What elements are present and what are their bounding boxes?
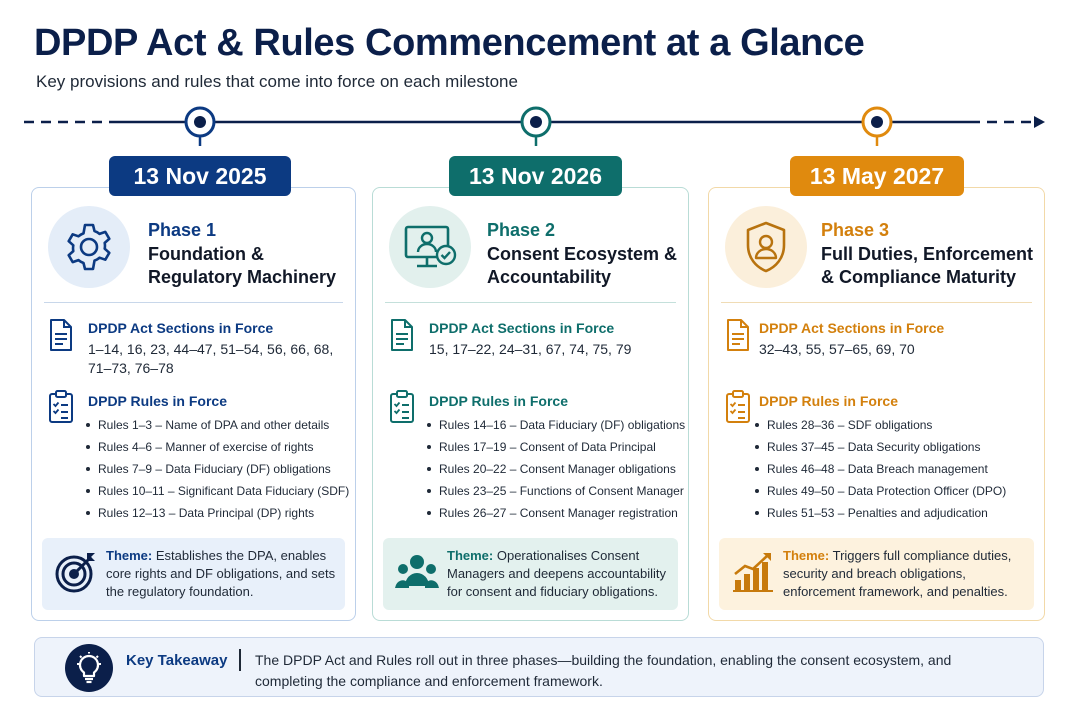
key-takeaway-box: [34, 637, 1044, 697]
sections-list: 15, 17–22, 24–31, 67, 74, 75, 79: [429, 341, 632, 357]
phase-icon-circle: [389, 206, 471, 288]
theme-box: [42, 538, 345, 610]
sections-title: DPDP Act Sections in Force: [429, 320, 615, 336]
milestone-marker-3: [863, 108, 891, 146]
rules-title: DPDP Rules in Force: [88, 393, 228, 409]
theme-description: Operationalises Consent Managers and deepens accountability for consent and fiduciary obligations.: [447, 548, 666, 599]
phase-card-1: [31, 187, 356, 621]
shield-user-icon: [741, 219, 791, 275]
list-item: Rules 26–27 – Consent Manager registration: [425, 504, 685, 526]
list-item: Rules 51–53 – Penalties and adjudication: [753, 504, 1006, 526]
theme-key: Theme:: [447, 548, 494, 563]
phase-icon-circle: [48, 206, 130, 288]
page-subtitle: Key provisions and rules that come into force on each milestone: [36, 72, 518, 91]
theme-box: [719, 538, 1034, 610]
document-icon: [725, 318, 751, 352]
list-item: Rules 46–48 – Data Breach management: [753, 460, 1006, 482]
theme-key: Theme:: [783, 548, 830, 563]
theme-text: [106, 547, 337, 601]
checklist-icon: [48, 390, 74, 424]
theme-description: Establishes the DPA, enables core rights and DF obligations, and sets the regulatory foundation.: [106, 548, 336, 599]
list-item: Rules 23–25 – Functions of Consent Manager: [425, 482, 685, 504]
checklist-icon: [389, 390, 415, 424]
phase-label: Phase 2: [487, 220, 556, 240]
phase-card-3: [708, 187, 1045, 621]
rules-title: DPDP Rules in Force: [429, 393, 569, 409]
timeline-arrow-icon: [1034, 116, 1045, 128]
list-item: Rules 28–36 – SDF obligations: [753, 416, 1006, 438]
phase-card-2: [372, 187, 689, 621]
list-item: Rules 37–45 – Data Security obligations: [753, 438, 1006, 460]
group-icon: [395, 550, 439, 594]
list-item: Rules 17–19 – Consent of Data Principal: [425, 438, 685, 460]
document-icon: [389, 318, 415, 352]
date-badge-phase-3: 13 May 2027: [790, 156, 964, 196]
list-item: Rules 14–16 – Data Fiduciary (DF) obligations: [425, 416, 685, 438]
list-item: Rules 49–50 – Data Protection Officer (DPO): [753, 482, 1006, 504]
rules-list: [84, 416, 349, 526]
takeaway-separator: [239, 649, 241, 671]
document-icon: [48, 318, 74, 352]
target-icon: [54, 550, 98, 594]
sections-list: 32–43, 55, 57–65, 69, 70: [759, 341, 915, 357]
list-item: Rules 12–13 – Data Principal (DP) rights: [84, 504, 349, 526]
rules-list: [425, 416, 685, 526]
theme-box: [383, 538, 678, 610]
date-badge-phase-1: 13 Nov 2025: [109, 156, 291, 196]
sections-title: DPDP Act Sections in Force: [759, 320, 945, 336]
date-badge-phase-2: 13 Nov 2026: [449, 156, 622, 196]
list-item: Rules 20–22 – Consent Manager obligations: [425, 460, 685, 482]
milestone-marker-2: [522, 108, 550, 146]
theme-key: Theme:: [106, 548, 153, 563]
divider: [44, 302, 343, 303]
phase-name: Full Duties, Enforcement & Compliance Maturity: [821, 244, 1034, 287]
theme-description: Triggers full compliance duties, security and breach obligations, enforcement framework, and penalties.: [783, 548, 1012, 599]
list-item: Rules 7–9 – Data Fiduciary (DF) obligations: [84, 460, 349, 482]
phase-name: Foundation & Regulatory Machinery: [148, 244, 337, 287]
takeaway-label: Key Takeaway: [126, 652, 228, 669]
timeline: [20, 102, 1060, 146]
list-item: Rules 4–6 – Manner of exercise of rights: [84, 438, 349, 460]
checklist-icon: [725, 390, 751, 424]
divider: [385, 302, 676, 303]
theme-text: [783, 547, 1026, 601]
rules-title: DPDP Rules in Force: [759, 393, 899, 409]
growth-chart-icon: [731, 550, 775, 594]
phase-name: Consent Ecosystem & Accountability: [487, 244, 678, 287]
list-item: Rules 10–11 – Significant Data Fiduciary (SDF): [84, 482, 349, 504]
phase-icon-circle: [725, 206, 807, 288]
gear-icon: [61, 219, 117, 275]
sections-title: DPDP Act Sections in Force: [88, 320, 274, 336]
monitor-user-check-icon: [400, 219, 460, 275]
phase-label: Phase 1: [148, 220, 217, 240]
page-title: DPDP Act & Rules Commencement at a Glance: [34, 22, 865, 64]
sections-list: 1–14, 16, 23, 44–47, 51–54, 56, 66, 68, 71–73, 76–78: [88, 341, 334, 376]
theme-text: [447, 547, 670, 601]
lightbulb-icon: [65, 644, 113, 692]
takeaway-text: The DPDP Act and Rules roll out in three phases—building the foundation, enabling the consent ecosystem, and completing the compliance and enforcement framework.: [255, 652, 952, 689]
milestone-marker-1: [186, 108, 214, 146]
phase-label: Phase 3: [821, 220, 890, 240]
rules-list: [753, 416, 1006, 526]
divider: [721, 302, 1032, 303]
list-item: Rules 1–3 – Name of DPA and other details: [84, 416, 349, 438]
